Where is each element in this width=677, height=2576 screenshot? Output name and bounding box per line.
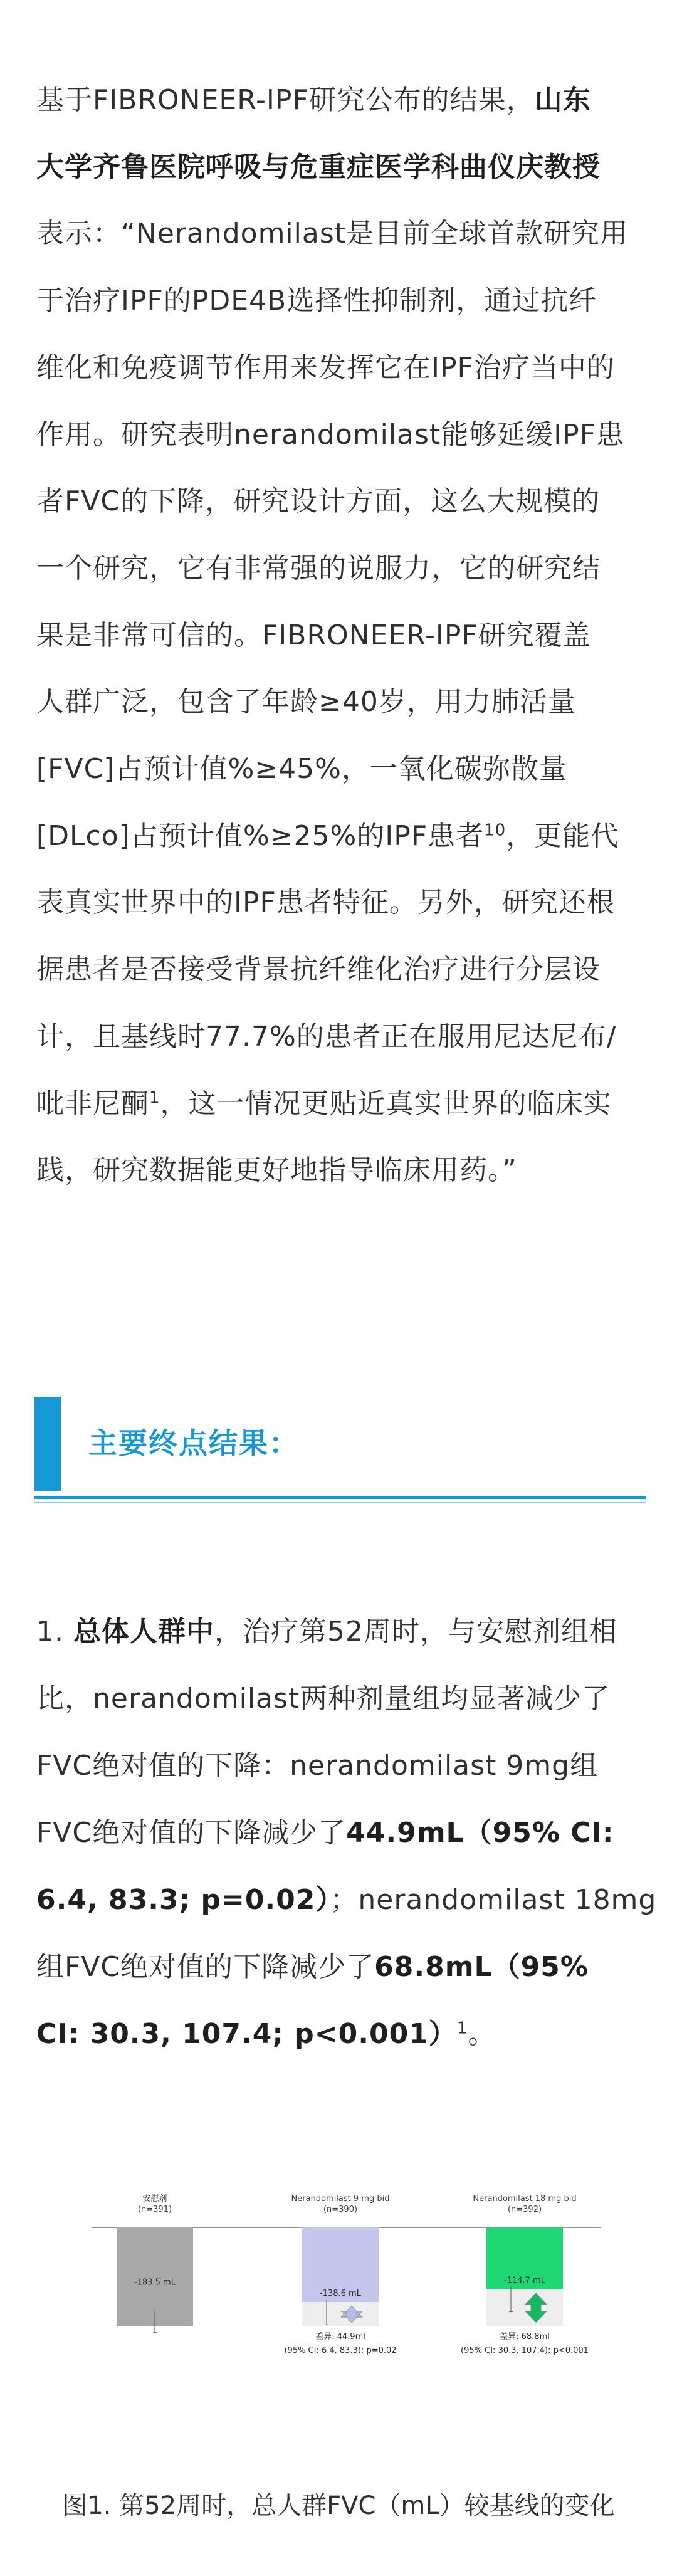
intro-line	[36, 149, 601, 186]
results-text: FVC绝对值的下降：nerandomilast 9mg组	[36, 1750, 599, 1782]
intro-text: 吡非尼酮	[36, 1087, 149, 1120]
intro-line	[36, 884, 615, 922]
intro-highlight: 山东	[534, 84, 591, 116]
intro-line	[36, 817, 619, 855]
section-divider	[34, 1496, 646, 1499]
intro-line	[36, 1152, 517, 1189]
section-divider-thin	[34, 1502, 646, 1503]
results-line	[36, 1881, 656, 1919]
intro-text: 一个研究，它有非常强的说服力，它的研究结	[36, 552, 601, 584]
results-text: FVC绝对值的下降减少了	[36, 1817, 347, 1849]
section-accent-bar	[34, 1397, 61, 1491]
value-label: -138.6 mL	[320, 2289, 361, 2299]
difference-region	[302, 2302, 379, 2326]
results-highlight: CI: 30.3, 107.4; p<0.001）	[36, 2018, 457, 2050]
category-label: Nerandomilast 18 mg bid	[473, 2194, 577, 2204]
intro-text: [DLco]占预计值%≥25%的IPF患者	[36, 819, 485, 852]
results-line	[36, 2016, 496, 2053]
category-label: 安慰剂	[142, 2194, 167, 2204]
intro-line	[36, 282, 597, 320]
results-highlight: 44.9mL（95% CI:	[346, 1817, 614, 1849]
results-text: 组FVC绝对值的下降减少了	[36, 1951, 375, 1983]
results-highlight: 总体人群中	[73, 1616, 214, 1648]
results-line	[36, 1948, 589, 1986]
intro-text: 于治疗IPF的PDE4B选择性抑制剂，通过抗纤	[36, 285, 597, 317]
results-text: ；nerandomilast 18mg	[330, 1884, 657, 1916]
results-line	[36, 1747, 598, 1785]
intro-line	[36, 215, 628, 253]
difference-region	[486, 2289, 563, 2326]
results-line	[36, 1814, 614, 1852]
intro-line	[36, 483, 600, 520]
intro-text: [FVC]占预计值%≥45%，一氧化碳弥散量	[36, 753, 567, 785]
results-text: ，治疗第52周时，与安慰剂组相	[214, 1616, 617, 1648]
intro-line	[36, 1085, 612, 1123]
section-title: 主要终点结果：	[88, 1426, 299, 1460]
results-line	[36, 1680, 610, 1718]
value-label: -114.7 mL	[504, 2276, 545, 2286]
category-label: (n=390)	[323, 2205, 358, 2214]
category-label: (n=392)	[507, 2205, 542, 2214]
intro-line	[36, 750, 567, 788]
intro-text: ，这一情况更贴近真实世界的临床实	[160, 1087, 612, 1120]
results-highlight: 6.4, 83.3; p=0.02）	[36, 1884, 330, 1916]
difference-label: 差异: 68.8ml	[500, 2332, 550, 2342]
results-highlight: 68.8mL（95%	[374, 1951, 589, 1983]
intro-text: 计，且基线时77.7%的患者正在服用尼达尼布/	[36, 1020, 617, 1053]
category-label: (n=391)	[137, 2205, 172, 2214]
citation-superscript: 1	[456, 2019, 468, 2038]
intro-text: 表示：“Nerandomilast是目前全球首款研究用	[36, 218, 629, 250]
results-line	[36, 1613, 617, 1651]
difference-ci-label: (95% CI: 30.3, 107.4); p<0.001	[461, 2345, 589, 2355]
intro-text: 者FVC的下降，研究设计方面，这么大规模的	[36, 485, 601, 518]
results-text: 1.	[36, 1616, 73, 1648]
fvc-change-bar-chart	[92, 2191, 601, 2404]
intro-text: ，更能代	[506, 819, 619, 852]
category-label: Nerandomilast 9 mg bid	[291, 2194, 390, 2204]
citation-superscript: 10	[484, 821, 506, 840]
intro-line	[36, 81, 591, 119]
difference-ci-label: (95% CI: 6.4, 83.3); p=0.02	[284, 2345, 397, 2355]
intro-text: 践，研究数据能更好地指导临床用药。”	[36, 1154, 517, 1187]
intro-line	[36, 416, 624, 454]
value-label: -183.5 mL	[134, 2278, 176, 2288]
intro-text: 表真实世界中的IPF患者特征。另外，研究还根	[36, 886, 615, 919]
section-header	[34, 1397, 646, 1503]
intro-line	[36, 349, 615, 387]
intro-line	[36, 1018, 617, 1056]
results-text: 比，nerandomilast两种剂量组均显著减少了	[36, 1683, 611, 1715]
intro-text: 果是非常可信的。FIBRONEER-IPF研究覆盖	[36, 619, 591, 651]
figure-caption: 图1. 第52周时，总人群FVC（mL）较基线的变化	[62, 2491, 615, 2520]
intro-line	[36, 683, 576, 721]
intro-line	[36, 951, 601, 989]
intro-line	[36, 550, 601, 587]
citation-superscript: 1	[149, 1088, 160, 1107]
intro-line	[36, 617, 591, 655]
intro-text: 作用。研究表明nerandomilast能够延缓IPF患	[36, 418, 625, 451]
intro-text: 据患者是否接受背景抗纤维化治疗进行分层设	[36, 954, 601, 986]
intro-text: 维化和免疫调节作用来发挥它在IPF治疗当中的	[36, 351, 615, 384]
difference-label: 差异: 44.9ml	[315, 2332, 365, 2342]
results-text: 。	[468, 2018, 496, 2050]
intro-text: 基于FIBRONEER-IPF研究公布的结果，	[36, 84, 535, 116]
intro-highlight: 大学齐鲁医院呼吸与危重症医学科曲仪庆教授	[36, 150, 601, 183]
intro-text: 人群广泛，包含了年龄≥40岁，用力肺活量	[36, 686, 576, 718]
